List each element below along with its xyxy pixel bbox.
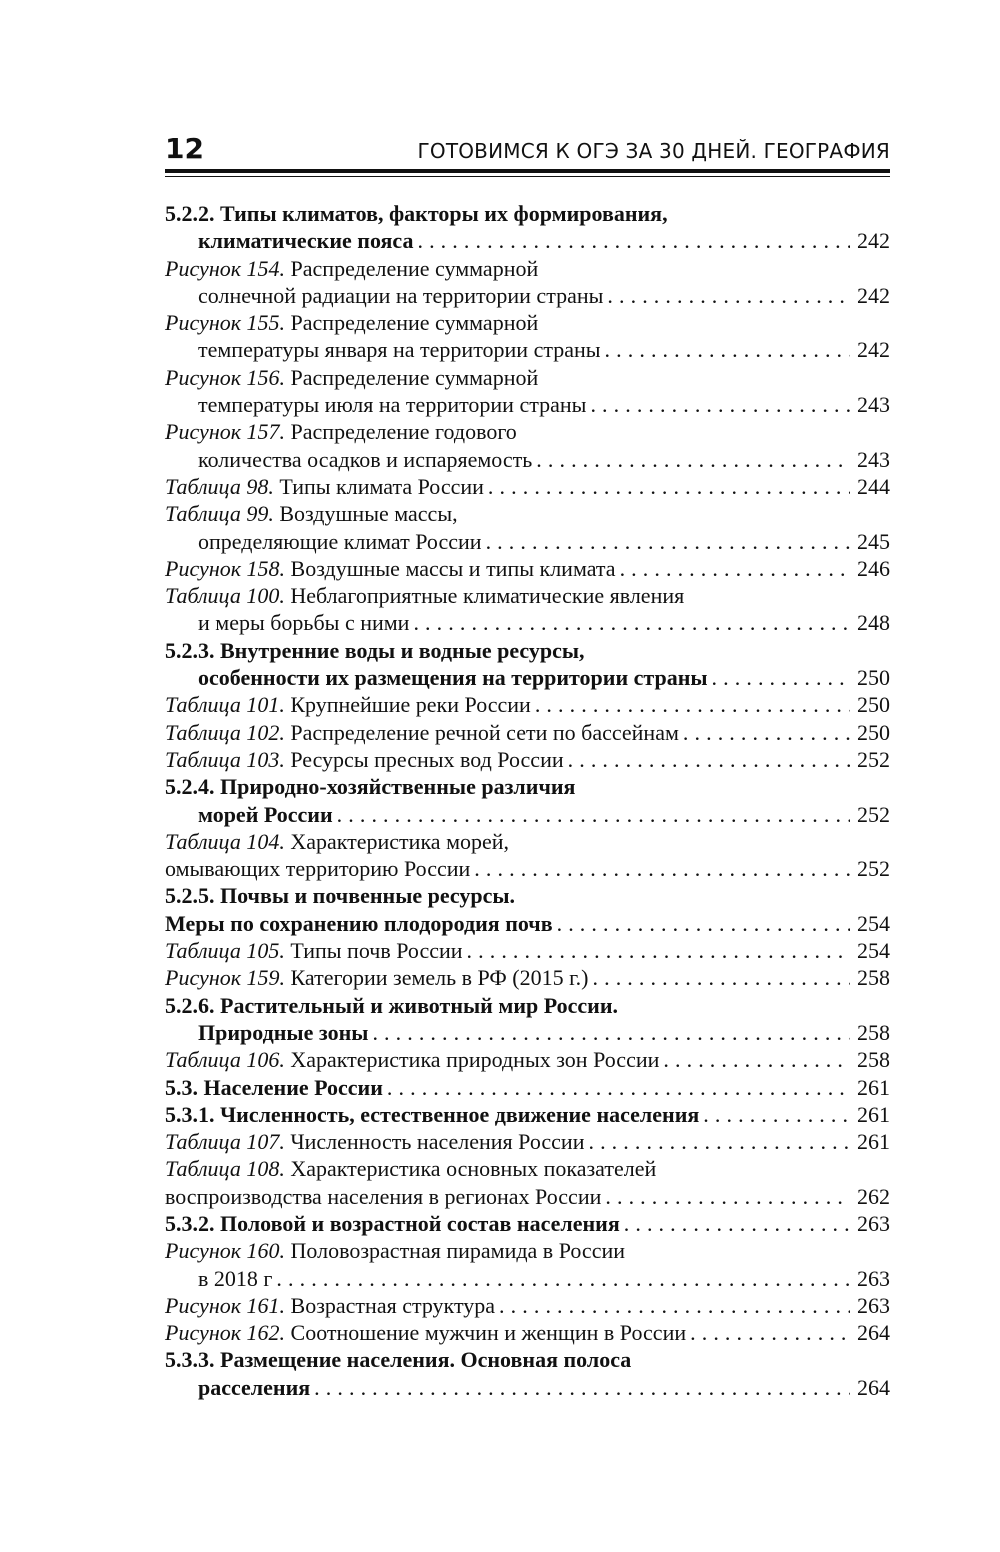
toc-entry-text: Крупнейшие реки России [284, 692, 531, 718]
toc-line [165, 828, 890, 855]
toc-entry-label: Рисунок 155. [165, 310, 286, 336]
toc-line [165, 582, 890, 609]
toc-entry-text: в 2018 г [198, 1265, 273, 1291]
toc-entry-label: Таблица 108. [165, 1156, 285, 1182]
toc-line [165, 500, 890, 527]
toc-entry-text: Меры по сохранению плодородия почв [165, 910, 553, 936]
toc-entry-text: температуры января на территории страны [198, 337, 601, 363]
toc-page-number: 258 [857, 1047, 890, 1073]
toc-entry-text: 5.2.2. Типы климатов, факторы их формирования, [165, 201, 668, 226]
toc-page-number: 264 [857, 1374, 890, 1400]
toc-entry-text: 5.3.1. Численность, естественное движение населения [165, 1101, 700, 1127]
toc-line [165, 336, 890, 363]
toc-page-number: 254 [857, 938, 890, 964]
toc-entry-text: и меры борьбы с ними [198, 610, 410, 636]
toc-line [165, 1019, 890, 1046]
toc-line [165, 1210, 890, 1237]
toc-entry-text: омывающих территорию России [165, 856, 471, 882]
toc-entry-text: Категории земель в РФ (2015 г.) [285, 965, 589, 991]
toc-page-number: 263 [857, 1210, 890, 1236]
toc-entry-text: морей России [198, 801, 333, 827]
toc-entry-label: Таблица 103. [165, 746, 285, 772]
toc-page-number: 258 [857, 965, 890, 991]
dot-leader [553, 910, 850, 937]
toc-entry-label: Таблица 100. [165, 583, 285, 609]
toc-page-number: 264 [857, 1320, 890, 1346]
toc-entry-text: 5.2.6. Растительный и животный мир России. [165, 992, 619, 1018]
dot-leader [586, 391, 850, 418]
running-title: ГОТОВИМСЯ К ОГЭ ЗА 30 ДНЕЙ. ГЕОГРАФИЯ [417, 139, 890, 163]
toc-page-number: 258 [857, 1019, 890, 1045]
dot-leader [409, 609, 850, 636]
toc-entry-text: Неблагоприятные климатические явления [284, 583, 685, 609]
toc-entry-text: Распределение суммарной [285, 364, 539, 390]
toc-line [165, 473, 890, 500]
toc-entry-text: 5.2.3. Внутренние воды и водные ресурсы, [165, 637, 585, 663]
toc-entry-label: Рисунок 156. [165, 364, 286, 390]
toc-line [165, 1074, 890, 1101]
toc-entry-text: климатические пояса [198, 228, 414, 254]
toc-line [165, 200, 890, 227]
dot-leader [679, 719, 850, 746]
toc-entry-label: Рисунок 154. [165, 255, 286, 281]
toc-line [165, 1101, 890, 1128]
toc-line [165, 309, 890, 336]
toc-line [165, 882, 890, 909]
toc-entry-text: Воздушные массы и типы климата [285, 555, 616, 581]
page-header [165, 132, 890, 165]
toc-line [165, 1319, 890, 1346]
toc-entry-label: Таблица 98. [165, 473, 274, 499]
toc-line [165, 691, 890, 718]
toc-page-number: 242 [857, 282, 890, 308]
toc-entry-label: Таблица 105. [165, 938, 285, 964]
toc-page-number: 252 [857, 801, 890, 827]
toc-entry-label: Таблица 104. [165, 828, 285, 854]
toc-line [165, 719, 890, 746]
dot-leader [484, 473, 850, 500]
toc-line [165, 609, 890, 636]
dot-leader [616, 555, 850, 582]
toc-entry-text: солнечной радиации на территории страны [198, 282, 604, 308]
dot-leader [272, 1265, 850, 1292]
toc-page-number: 262 [857, 1183, 890, 1209]
toc-entry-text: Половозрастная пирамида в России [285, 1238, 625, 1264]
toc-line [165, 1183, 890, 1210]
header-rule-thin [165, 176, 890, 177]
dot-leader [413, 227, 850, 254]
toc-entry-text: Распределение суммарной [285, 310, 539, 336]
toc-page-number: 250 [857, 719, 890, 745]
dot-leader [531, 691, 850, 718]
toc-page-number: 243 [857, 446, 890, 472]
toc-page-number: 261 [857, 1129, 890, 1155]
toc-entry-text: определяющие климат России [198, 528, 482, 554]
dot-leader [495, 1292, 850, 1319]
toc-line [165, 446, 890, 473]
toc-entry-label: Рисунок 161. [165, 1292, 286, 1318]
toc-entry-text: 5.3. Население России [165, 1074, 383, 1100]
toc-line [165, 992, 890, 1019]
toc-entry-label: Таблица 107. [165, 1129, 285, 1155]
dot-leader [708, 664, 850, 691]
toc-entry-text: Характеристика основных показателей [284, 1156, 657, 1182]
dot-leader [620, 1210, 850, 1237]
toc-page-number: 261 [857, 1074, 890, 1100]
toc-entry-text: температуры июля на территории страны [198, 392, 587, 418]
toc-entry-text: Природные зоны [198, 1019, 369, 1045]
dot-leader [532, 446, 850, 473]
toc-line [165, 364, 890, 391]
toc-entry-label: Таблица 99. [165, 501, 274, 527]
toc-line [165, 1128, 890, 1155]
toc-entry-text: количества осадков и испаряемость [198, 446, 533, 472]
dot-leader [333, 801, 850, 828]
toc-line [165, 1292, 890, 1319]
toc-line [165, 855, 890, 882]
toc-line [165, 227, 890, 254]
toc-line [165, 1237, 890, 1264]
toc-entry-text: Ресурсы пресных вод России [284, 746, 564, 772]
toc-entry-text: Распределение речной сети по бассейнам [284, 719, 679, 745]
toc-line [165, 964, 890, 991]
toc-page-number: 254 [857, 910, 890, 936]
toc-page-number: 252 [857, 856, 890, 882]
dot-leader [584, 1128, 850, 1155]
toc-entry-text: Типы климата России [273, 473, 484, 499]
toc-page-number: 242 [857, 337, 890, 363]
toc-line [165, 1265, 890, 1292]
toc-entry-label: Таблица 101. [165, 692, 285, 718]
dot-leader [310, 1374, 850, 1401]
toc-line [165, 937, 890, 964]
dot-leader [699, 1101, 850, 1128]
toc-line [165, 773, 890, 800]
dot-leader [368, 1019, 850, 1046]
toc-entry-text: Соотношение мужчин и женщин в России [285, 1320, 687, 1346]
toc-line [165, 637, 890, 664]
table-of-contents [165, 200, 890, 1401]
toc-page-number: 263 [857, 1292, 890, 1318]
toc-line [165, 418, 890, 445]
toc-entry-label: Рисунок 159. [165, 965, 286, 991]
toc-entry-text: Распределение годового [285, 419, 517, 445]
toc-entry-text: расселения [198, 1374, 311, 1400]
toc-line [165, 746, 890, 773]
toc-entry-text: Возрастная структура [285, 1292, 496, 1318]
dot-leader [601, 336, 850, 363]
dot-leader [603, 282, 850, 309]
header-rule-thick [165, 169, 890, 173]
dot-leader [601, 1183, 850, 1210]
page-number: 12 [165, 132, 204, 165]
dot-leader [659, 1046, 850, 1073]
toc-entry-text: 5.3.2. Половой и возрастной состав населения [165, 1210, 620, 1236]
toc-page-number: 242 [857, 228, 890, 254]
toc-line [165, 1046, 890, 1073]
toc-line [165, 255, 890, 282]
toc-entry-label: Таблица 102. [165, 719, 285, 745]
toc-page-number: 245 [857, 528, 890, 554]
toc-entry-text: 5.2.5. Почвы и почвенные ресурсы. [165, 883, 516, 909]
toc-entry-label: Рисунок 162. [165, 1320, 286, 1346]
toc-page-number: 246 [857, 555, 890, 581]
toc-line [165, 391, 890, 418]
toc-line [165, 664, 890, 691]
toc-line [165, 801, 890, 828]
dot-leader [463, 937, 850, 964]
toc-page-number: 243 [857, 392, 890, 418]
toc-page-number: 261 [857, 1101, 890, 1127]
toc-entry-text: Характеристика природных зон России [284, 1047, 660, 1073]
toc-entry-text: 5.2.4. Природно-хозяйственные различия [165, 774, 576, 800]
toc-line [165, 282, 890, 309]
toc-entry-label: Таблица 106. [165, 1047, 285, 1073]
toc-page-number: 252 [857, 746, 890, 772]
toc-entry-label: Рисунок 160. [165, 1238, 286, 1264]
dot-leader [470, 855, 850, 882]
toc-page-number: 250 [857, 665, 890, 691]
toc-page-number: 250 [857, 692, 890, 718]
toc-entry-text: особенности их размещения на территории страны [198, 665, 708, 691]
toc-line [165, 1346, 890, 1373]
dot-leader [383, 1074, 850, 1101]
toc-entry-text: Распределение суммарной [285, 255, 539, 281]
toc-entry-text: Характеристика морей, [284, 828, 510, 854]
toc-entry-text: Типы почв России [284, 938, 463, 964]
toc-entry-text: 5.3.3. Размещение населения. Основная полоса [165, 1347, 632, 1373]
dot-leader [564, 746, 850, 773]
toc-line [165, 1155, 890, 1182]
toc-page-number: 248 [857, 610, 890, 636]
toc-entry-label: Рисунок 157. [165, 419, 286, 445]
dot-leader [482, 528, 850, 555]
toc-entry-text: Численность населения России [284, 1129, 585, 1155]
toc-page-number: 263 [857, 1265, 890, 1291]
dot-leader [589, 964, 851, 991]
toc-entry-label: Рисунок 158. [165, 555, 286, 581]
toc-line [165, 555, 890, 582]
toc-line [165, 1374, 890, 1401]
toc-line [165, 910, 890, 937]
toc-entry-text: Воздушные массы, [273, 501, 458, 527]
toc-line [165, 528, 890, 555]
toc-entry-text: воспроизводства населения в регионах России [165, 1183, 602, 1209]
dot-leader [686, 1319, 850, 1346]
toc-page-number: 244 [857, 473, 890, 499]
